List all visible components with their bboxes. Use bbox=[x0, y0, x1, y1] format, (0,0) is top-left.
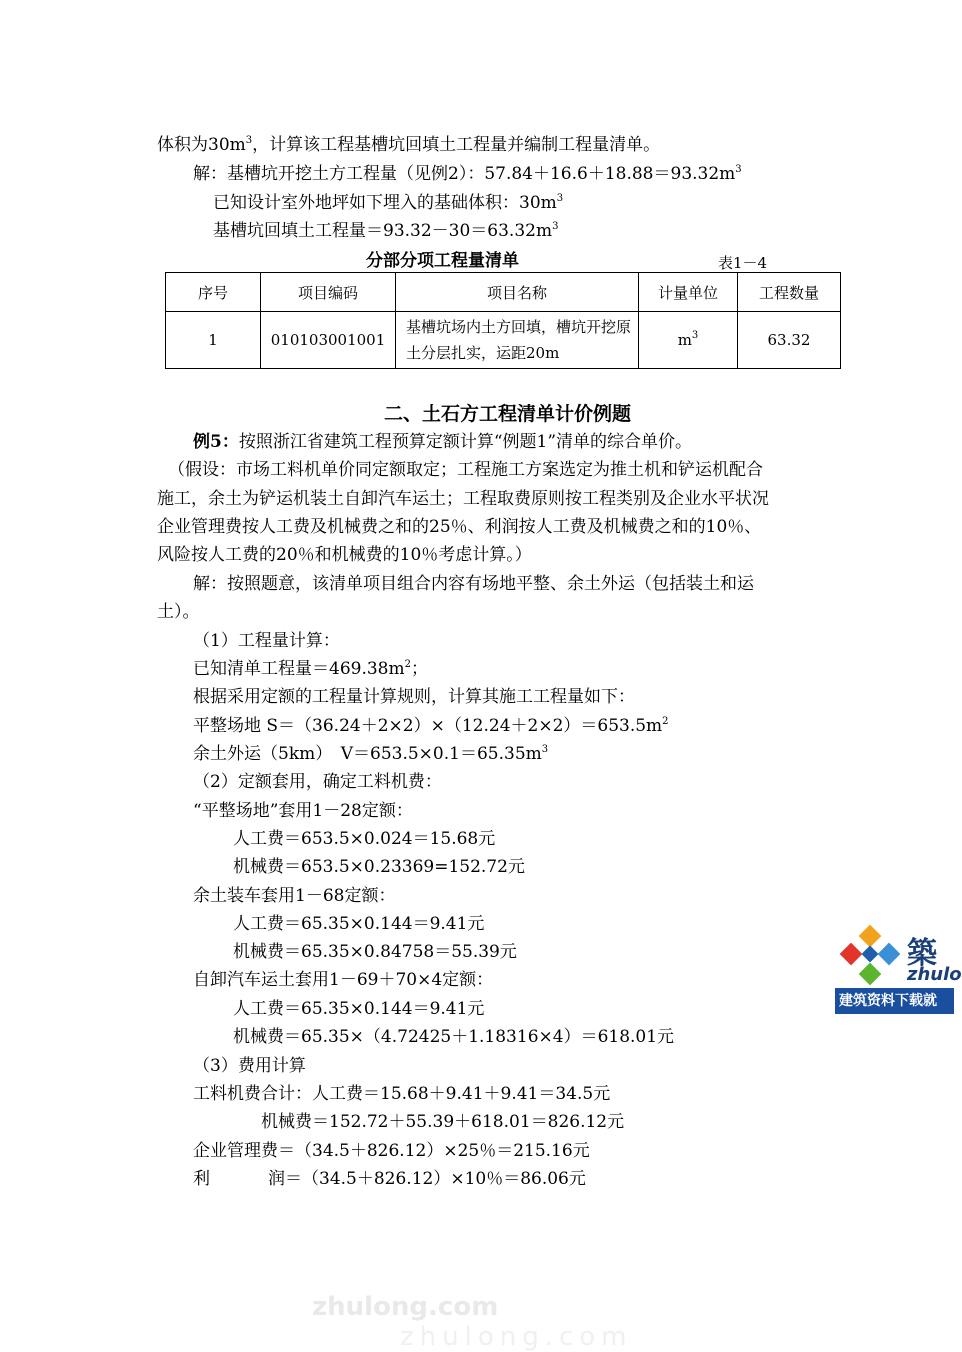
step-3-heading: （3）费用计算 bbox=[193, 1056, 306, 1076]
header-qty: 工程数量 bbox=[738, 273, 841, 312]
header-name: 项目名称 bbox=[396, 273, 639, 312]
assumption-line-3: 企业管理费按人工费及机械费之和的25％、利润按人工费及机械费之和的10％、 bbox=[157, 517, 762, 537]
solution-line-2: 已知设计室外地坪如下埋入的基础体积：$30m^3$ bbox=[213, 193, 564, 213]
quota-2-line: 余土装车套用1－68定额： bbox=[193, 886, 396, 906]
spoil-haul-line: 余土外运（5km） $V=653.5\times 0.1=65.35m^3$ bbox=[193, 744, 549, 764]
section-title: 二、土石方工程清单计价例题 bbox=[384, 403, 632, 425]
profit-line: 利 润＝（34.5＋826.12）×10％＝86.06元 bbox=[193, 1169, 586, 1189]
cell-unit: $m^3$ bbox=[639, 312, 738, 369]
quota-2-labor: 人工费＝65.35×0.144＝9.41元 bbox=[233, 914, 485, 934]
known-quantity-line: 已知清单工程量$=469.38m^2$； bbox=[193, 659, 428, 679]
rule-line: 根据采用定额的工程量计算规则，计算其施工工程量如下： bbox=[193, 687, 635, 707]
cell-no: 1 bbox=[166, 312, 261, 369]
watermark-faint: zhulong.com bbox=[400, 1322, 633, 1352]
header-no: 序号 bbox=[166, 273, 261, 312]
header-code: 项目编码 bbox=[261, 273, 396, 312]
step-1-heading: （1）工程量计算： bbox=[193, 631, 340, 651]
total-labor-line: 工料机费合计：人工费＝15.68＋9.41＋9.41＝34.5元 bbox=[193, 1084, 611, 1104]
quantity-table bbox=[165, 272, 841, 369]
total-machine-line: 机械费＝152.72＋55.39＋618.01＝826.12元 bbox=[261, 1112, 625, 1132]
table-header-row bbox=[166, 273, 841, 312]
cell-qty: 63.32 bbox=[738, 312, 841, 369]
assumption-line-1: （假设：市场工料机单价同定额取定；工程施工方案选定为推土机和铲运机配合 bbox=[168, 460, 763, 480]
logo-flower-icon bbox=[837, 926, 903, 988]
solution-line-1: 解：基槽坑开挖土方工程量（见例2）：$57.84+16.6+18.88=93.32m^3$ bbox=[193, 164, 742, 184]
quota-1-labor: 人工费＝653.5×0.024＝15.68元 bbox=[233, 829, 496, 849]
assumption-line-2: 施工，余土为铲运机装土自卸汽车运土；工程取费原则按工程类别及企业水平状况 bbox=[157, 489, 769, 509]
quota-1-machine: 机械费＝653.5×0.23369=152.72元 bbox=[233, 857, 525, 877]
quota-1-line: “平整场地”套用1－28定额： bbox=[193, 801, 413, 821]
logo-english-text: zhulo bbox=[907, 964, 962, 985]
site-leveling-line: 平整场地 $S=(36.24+2\times 2)\times(12.24+2\times 2)=653.5m^2$ bbox=[193, 716, 669, 736]
example-5-line: 例5：按照浙江省建筑工程预算定额计算“例题1”清单的综合单价。 bbox=[193, 432, 693, 452]
step-2-heading: （2）定额套用，确定工料机费： bbox=[193, 772, 442, 792]
table-row bbox=[166, 312, 841, 369]
intro-line: 体积为$30m^3$，计算该工程基槽坑回填土工程量并编制工程量清单。 bbox=[157, 135, 661, 155]
quota-3-machine: 机械费＝65.35×（4.72425＋1.18316×4）＝618.01元 bbox=[233, 1027, 675, 1047]
logo-banner: 建筑资料下载就 bbox=[835, 988, 954, 1014]
answer-line-1: 解：按照题意，该清单项目组合内容有场地平整、余土外运（包括装土和运 bbox=[193, 574, 754, 594]
answer-line-2: 土）。 bbox=[157, 602, 200, 622]
quota-2-machine: 机械费＝65.35×0.84758＝55.39元 bbox=[233, 942, 517, 962]
table-title: 分部分项工程量清单 bbox=[366, 251, 519, 271]
table-number: 表1－4 bbox=[718, 254, 768, 272]
zhulong-logo[interactable] bbox=[835, 924, 962, 1014]
management-fee-line: 企业管理费＝（34.5＋826.12）×25％＝215.16元 bbox=[193, 1141, 590, 1161]
header-unit: 计量单位 bbox=[639, 273, 738, 312]
logo-chinese-text: 築 bbox=[907, 936, 937, 971]
watermark: zhulong.com bbox=[312, 1292, 499, 1322]
assumption-line-4: 风险按人工费的20％和机械费的10％考虑计算。） bbox=[157, 545, 532, 565]
quota-3-labor: 人工费＝65.35×0.144＝9.41元 bbox=[233, 999, 485, 1019]
quota-3-line: 自卸汽车运土套用1－69＋70×4定额： bbox=[193, 970, 494, 990]
solution-line-3: 基槽坑回填土工程量$=93.32-30=63.32m^3$ bbox=[213, 221, 559, 241]
cell-code: 010103001001 bbox=[261, 312, 396, 369]
cell-name: 基槽坑场内土方回填，槽坑开挖原土分层扎实，运距20m bbox=[396, 312, 639, 369]
